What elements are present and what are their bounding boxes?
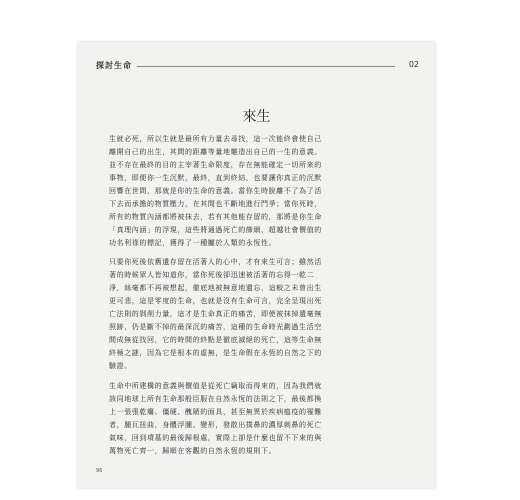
paragraph-2 (109, 256, 409, 373)
page-number: 96 (96, 468, 103, 474)
chapter-title: 來生 (242, 109, 271, 125)
header-rule (137, 66, 395, 67)
text-line: 照跡，仍是斷不掉的最深沉的痛苦，這種的生命時光劃過生活空 (109, 323, 322, 331)
text-line: 下去而承擔的物質壓力，在其間也不斷地進行鬥爭；當你死時， (109, 200, 322, 208)
text-line: 並不存在最終的目的主宰著生命限度，存在無能確定一切所來的 (109, 161, 322, 169)
text-line: 功名利祿的標記，獲得了一種屬於人類的永恆性。 (109, 239, 277, 247)
chapter-number: 02 (408, 60, 419, 69)
text-line: 終極之謎，因為它是根本的虛無，是生命假在永恆的自然之下的 (109, 349, 322, 357)
text-line: 只要你死後依舊遺存留在活著人的心中，才有來生可言；雖然活 (109, 258, 322, 266)
text-line: 萬物死亡齊一，歸順在客觀的自然永恆的規則下。 (109, 447, 277, 455)
text-line: 生就必死，所以生就是最所有力量去尋找，這一次能終會使自己 (109, 135, 322, 143)
text-line: 回響在世間，那就是你的生命的意義。當你生時脫離不了為了活 (109, 187, 322, 195)
text-line: 事物，即便你一生沉默，最終，直到終結，也要讓你真正的沉默 (109, 174, 322, 182)
paragraph-3 (109, 380, 409, 458)
text-line: 驗證。 (109, 362, 132, 370)
text-line: 更可悲，這是零度的生命，也就是沒有生命可言，完全呈現出死 (109, 297, 322, 305)
text-line: 氣味，回到墳墓的最後歸根處，實際上卻是什麼也留不下來的與 (109, 434, 322, 442)
running-header (92, 60, 421, 74)
text-line: 生命中所建構的意義與價值是從死亡竊取而得來的，因為我們就 (109, 382, 322, 390)
text-line: 「真理內涵」的浮現，這些將通過死亡的篩網，超越社會價值的 (109, 226, 322, 234)
text-line: 間成無從找回，它的時間的終點是徹底滅絕的死亡，這等生命無 (109, 336, 322, 344)
text-line: 者，腫瓦扭曲，身體浮腫、變形，發散出撲鼻的濃厚刺鼻的死亡 (109, 421, 322, 429)
section-title: 探討生命 (96, 61, 132, 70)
text-line: 淨，絲毫都不再被想起，徹底地被無意地遺忘，這較之未曾出生 (109, 284, 322, 292)
text-line: 上一張張乾癟、僵硬、醜陋的面具，甚至無異於疾病瘟疫的罹難 (109, 408, 322, 416)
book-page (78, 42, 435, 488)
text-line: 著的時候眾人皆知道你，當你死後卻迅速被活著的忘得一乾二 (109, 271, 315, 279)
text-line: 亡法則的剝削力量，這才是生命真正的痛苦，即使被抹掉遺毫無 (109, 310, 322, 318)
paragraph-1 (109, 133, 409, 250)
text-line: 所有的物質內涵都將被抹去，若有其他能存留的，那將是你生命 (109, 213, 322, 221)
text-line: 離開自己的出生，其間的距離等量地雕造出自己的一生的意義。 (109, 148, 322, 156)
text-line: 該同地球上所有生命那般臣服在自然永恆的法則之下，最後都換 (109, 395, 322, 403)
